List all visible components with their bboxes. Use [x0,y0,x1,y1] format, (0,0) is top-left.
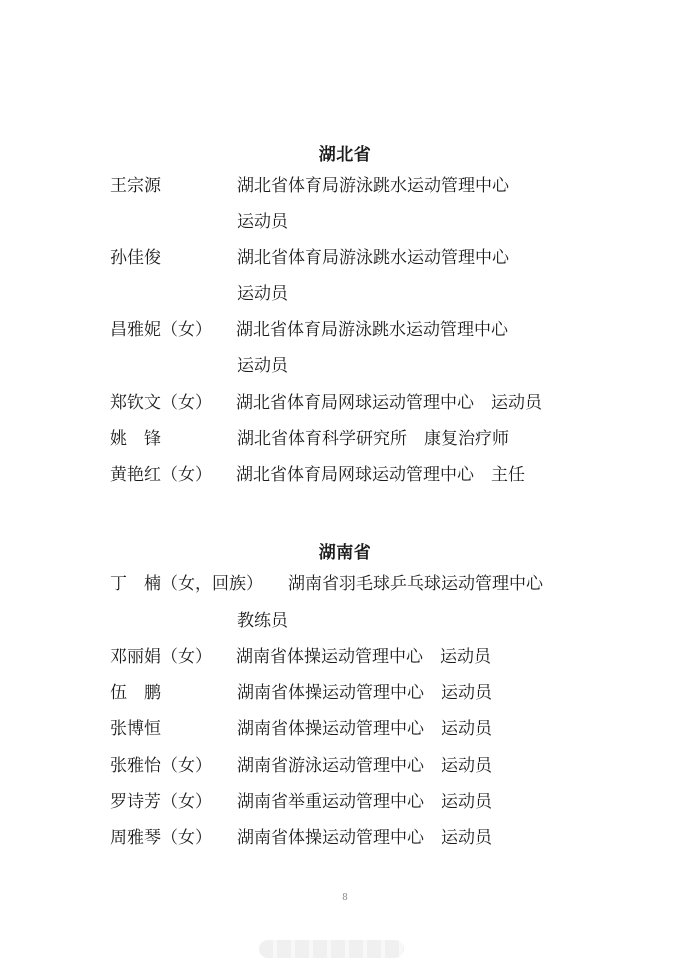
person-role: 教练员 [237,611,288,631]
person-name: 伍 鹏 [110,683,161,703]
person-role: 运动员 [237,212,288,232]
person-name: 罗诗芳（女） [110,792,212,812]
person-name: 丁 楠（女，回族） [110,574,263,594]
person-affiliation: 湖北省体育局游泳跳水运动管理中心 [236,320,508,340]
person-affiliation: 湖北省体育局网球运动管理中心 主任 [236,465,525,485]
person-name: 孙佳俊 [110,248,161,268]
person-name: 郑钦文（女） [110,393,212,413]
person-affiliation: 湖北省体育局游泳跳水运动管理中心 [237,248,509,268]
section-title-hubei: 湖北省 [318,145,372,165]
person-name: 昌雅妮（女） [110,320,212,340]
watermark-image [259,940,404,958]
person-role: 运动员 [237,284,288,304]
page-number: 8 [342,893,348,903]
person-affiliation: 湖南省体操运动管理中心 运动员 [236,647,491,667]
person-name: 周雅琴（女） [110,828,212,848]
person-affiliation: 湖北省体育局游泳跳水运动管理中心 [237,176,509,196]
person-name: 张博恒 [110,719,161,739]
person-affiliation: 湖南省举重运动管理中心 运动员 [237,792,492,812]
person-name: 邓丽娟（女） [110,647,212,667]
person-affiliation: 湖北省体育科学研究所 康复治疗师 [237,429,509,449]
person-name: 王宗源 [110,176,161,196]
person-affiliation: 湖南省羽毛球乒乓球运动管理中心 [288,574,543,594]
person-affiliation: 湖南省体操运动管理中心 运动员 [237,683,492,703]
person-affiliation: 湖南省体操运动管理中心 运动员 [237,719,492,739]
person-name: 黄艳红（女） [110,465,212,485]
section-title-hunan: 湖南省 [318,543,372,563]
person-name: 张雅怡（女） [110,756,212,776]
person-affiliation: 湖南省体操运动管理中心 运动员 [237,828,492,848]
person-affiliation: 湖北省体育局网球运动管理中心 运动员 [236,393,542,413]
person-role: 运动员 [237,356,288,376]
person-affiliation: 湖南省游泳运动管理中心 运动员 [237,756,492,776]
person-name: 姚 锋 [110,429,161,449]
